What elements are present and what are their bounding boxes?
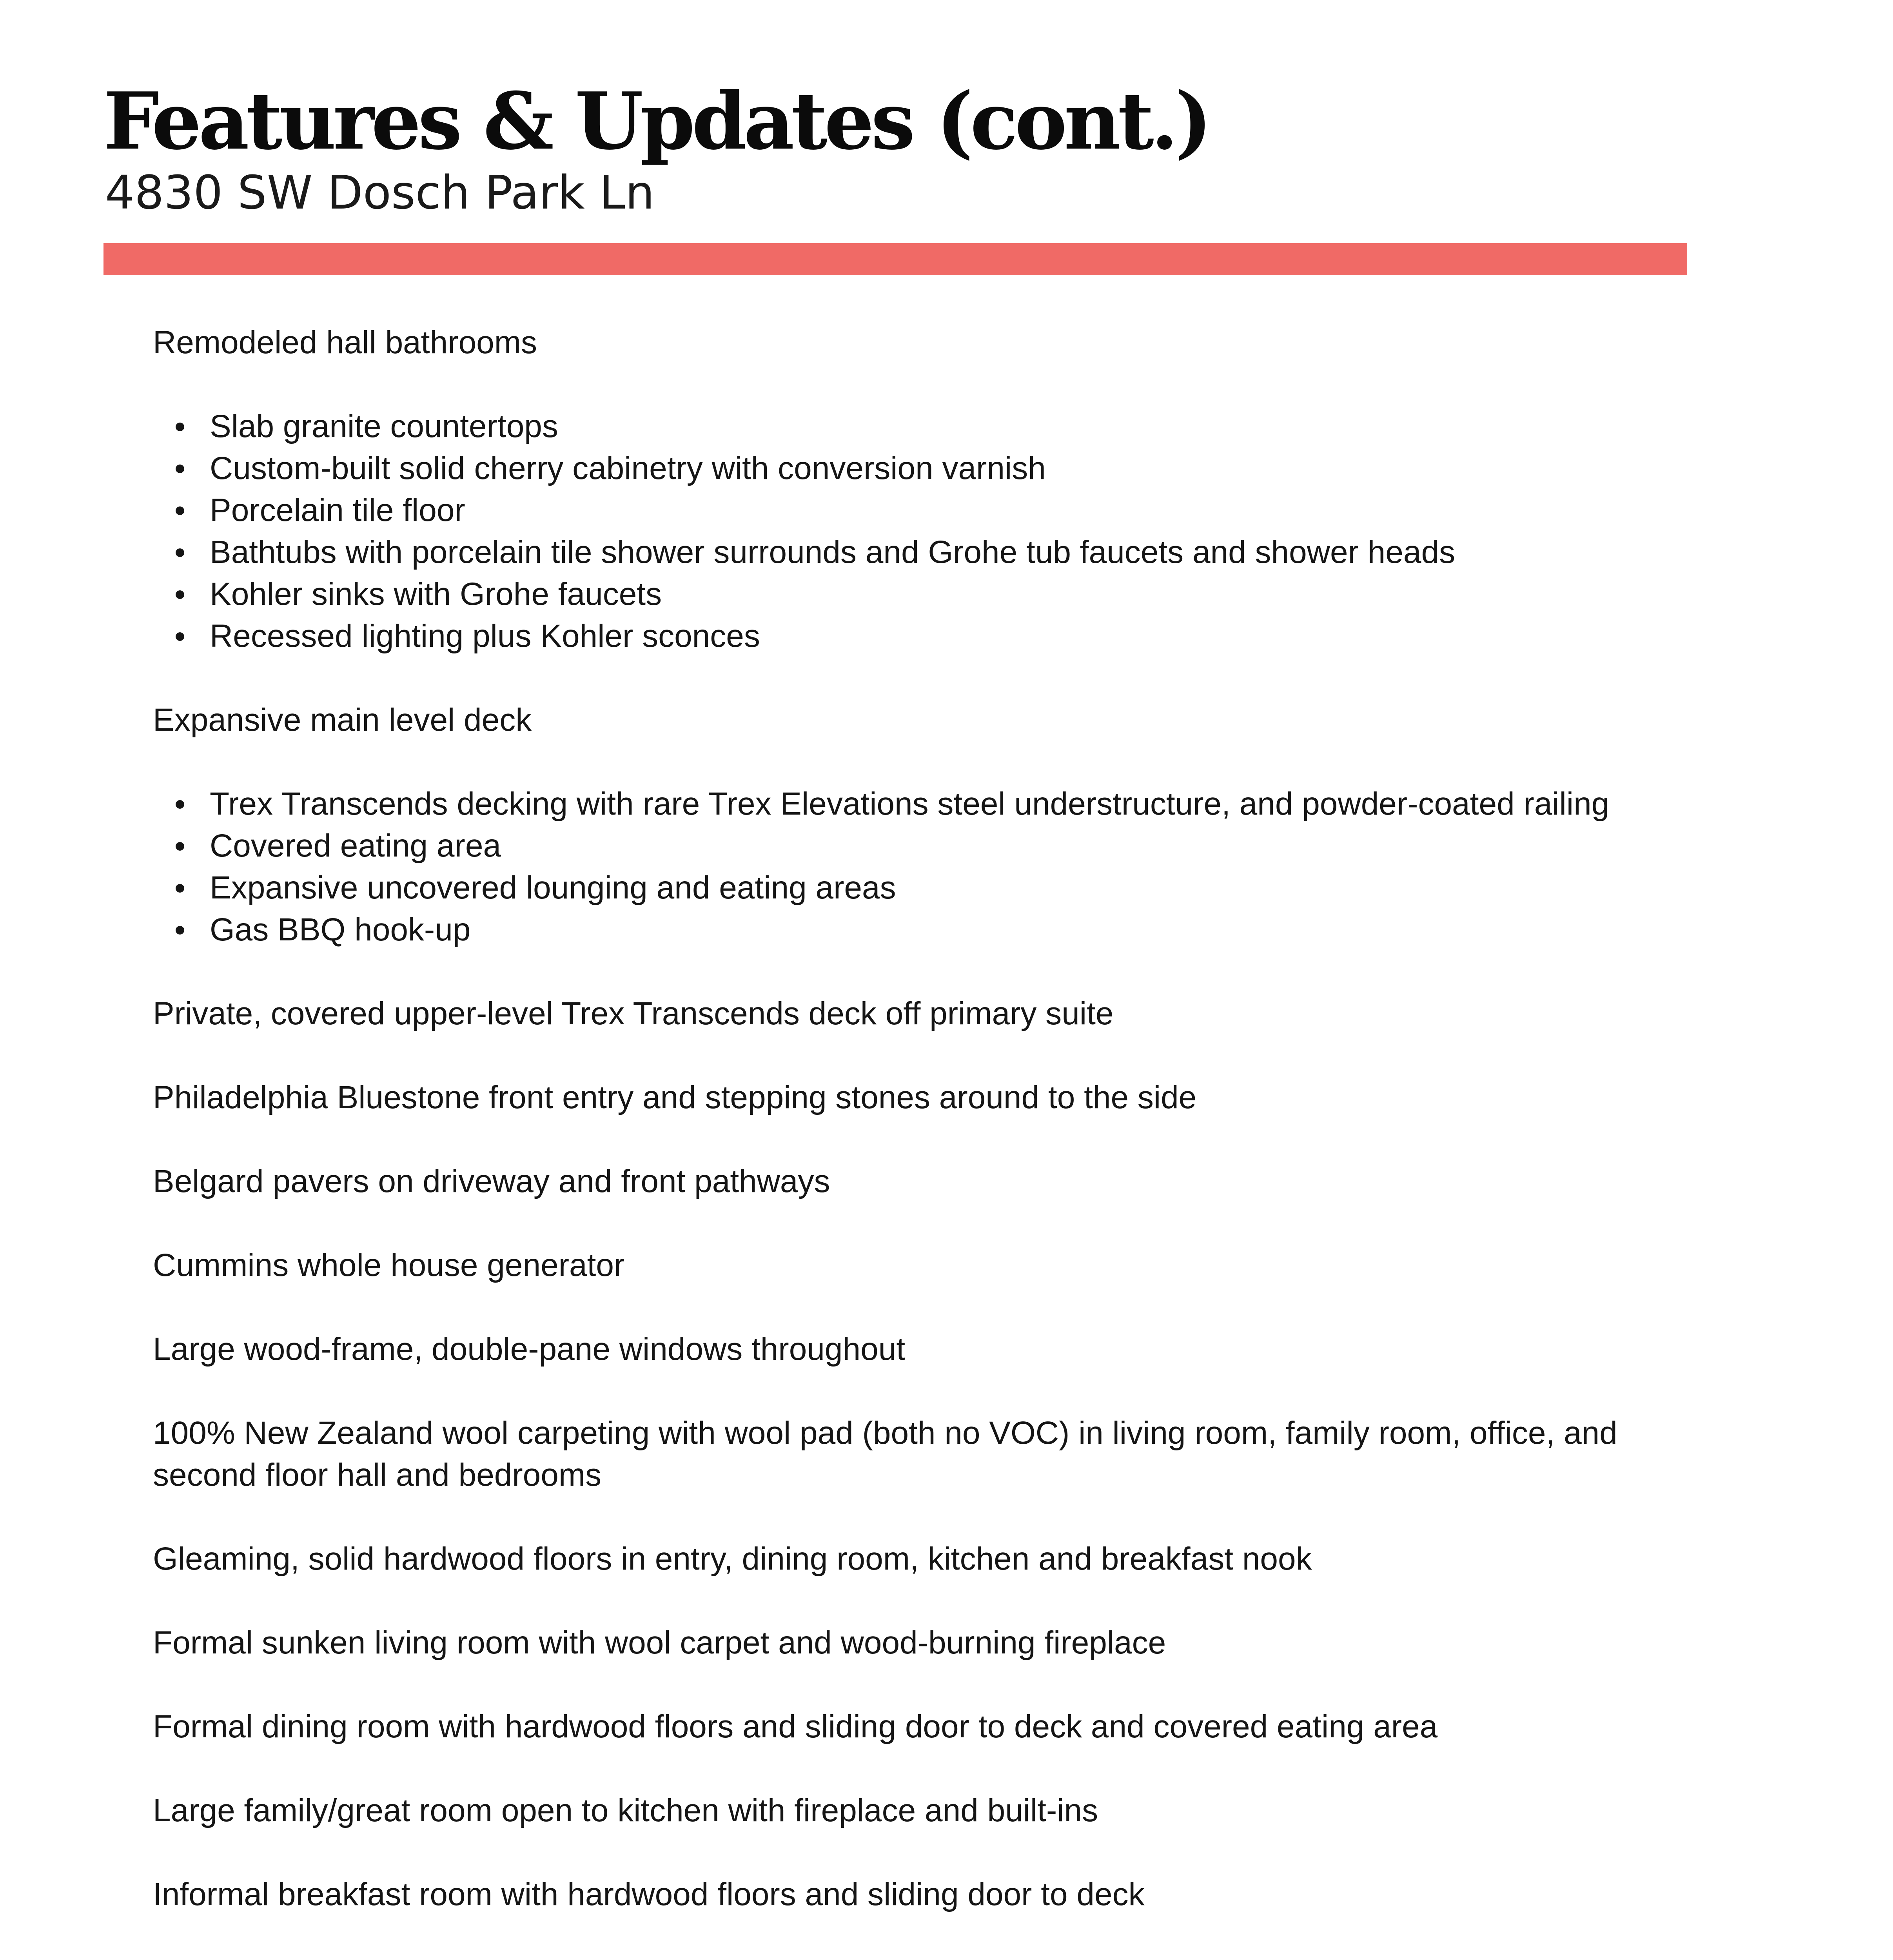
list-item-text: Gas BBQ hook-up [210, 912, 471, 947]
bullet-icon [176, 842, 184, 851]
list-item [153, 783, 1690, 825]
feature-paragraph [153, 1957, 1690, 1960]
list-item [153, 867, 1690, 909]
bullet-icon [176, 926, 184, 935]
feature-paragraph: Informal breakfast room with hardwood floors and sliding door to deck [153, 1877, 1145, 1912]
deck-feature-list [153, 783, 1690, 951]
page-header [103, 74, 1687, 222]
list-item-text: Expansive uncovered lounging and eating areas [210, 870, 896, 906]
list-item-text: Porcelain tile floor [210, 492, 465, 528]
feature-paragraph: Formal sunken living room with wool carpet and wood-burning fireplace [153, 1625, 1166, 1661]
bullet-icon [176, 548, 184, 557]
property-address: 4830 SW Dosch Park Ln [105, 165, 655, 220]
list-item-text: Slab granite countertops [210, 408, 558, 444]
bullet-icon [176, 884, 184, 893]
list-item-text: Kohler sinks with Grohe faucets [210, 576, 662, 612]
page-title: Features & Updates (cont.) [103, 75, 1209, 167]
list-item-text: Recessed lighting plus Kohler sconces [210, 618, 760, 654]
list-item [153, 405, 1690, 447]
bullet-icon [176, 465, 184, 473]
feature-paragraph: Formal dining room with hardwood floors and sliding door to deck and covered eating area [153, 1709, 1438, 1744]
bullet-icon [176, 506, 184, 515]
bullet-icon [176, 423, 184, 431]
feature-paragraph: Private, covered upper-level Trex Transcends deck off primary suite [153, 996, 1114, 1031]
feature-paragraph: Large family/great room open to kitchen with fireplace and built-ins [153, 1793, 1098, 1828]
feature-paragraph: Large wood-frame, double-pane windows throughout [153, 1331, 906, 1367]
list-item-text: Covered eating area [210, 828, 501, 864]
section-heading-bath: Remodeled hall bathrooms [153, 325, 537, 360]
feature-paragraph: Gleaming, solid hardwood floors in entry, dining room, kitchen and breakfast nook [153, 1541, 1312, 1577]
feature-paragraph: Belgard pavers on driveway and front pathways [153, 1163, 830, 1199]
feature-paragraph: Cummins whole house generator [153, 1247, 625, 1283]
bullet-icon [176, 800, 184, 809]
list-item [153, 825, 1690, 867]
list-item [153, 573, 1690, 615]
list-item [153, 447, 1690, 489]
features-content [153, 321, 1690, 1960]
list-item-text: Bathtubs with porcelain tile shower surrounds and Grohe tub faucets and shower heads [210, 534, 1456, 570]
accent-divider [103, 243, 1687, 275]
feature-paragraph: Philadelphia Bluestone front entry and stepping stones around to the side [153, 1080, 1197, 1115]
bullet-icon [176, 632, 184, 641]
list-item [153, 531, 1690, 573]
list-item [153, 909, 1690, 951]
list-item [153, 489, 1690, 531]
bath-feature-list [153, 405, 1690, 657]
list-item [153, 615, 1690, 657]
feature-paragraph: 100% New Zealand wool carpeting with wool pad (both no VOC) in living room, family room, office, and second floor hall and bedrooms [153, 1415, 1617, 1493]
bullet-icon [176, 590, 184, 599]
list-item-text: Custom-built solid cherry cabinetry with conversion varnish [210, 450, 1046, 486]
section-heading-deck: Expansive main level deck [153, 702, 532, 738]
list-item-text: Trex Transcends decking with rare Trex Elevations steel understructure, and powder-coated railing [210, 786, 1610, 822]
